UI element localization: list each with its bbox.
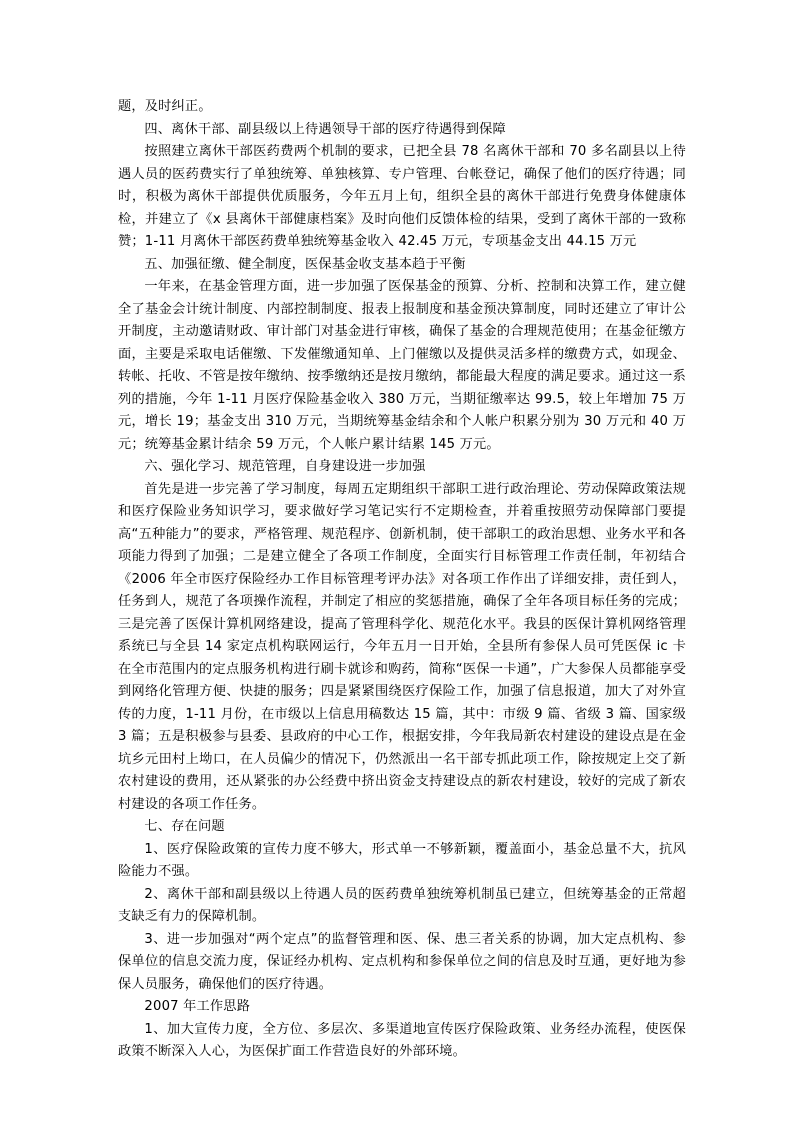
section-heading-2007-plan: 2007 年工作思路 — [144, 999, 251, 1014]
section-heading-7: 七、存在问题 — [144, 819, 225, 834]
paragraph-fund-management: 一年来，在基金管理方面，进一步加强了医保基金的预算、分析、控制和决算工作，建立健全了基金会计统计制度、内部控制制度、报表上报制度和基金预决算制度，同时还建立了审计公开制度，主动邀请财政、审计部门对基金进行审核，确保了基金的合理规范使用；在基金征缴方面，主要是采取电话催缴、下发催缴通知单、上门催缴以及提供灵活多样的缴费方式，如现金、转帐、托收、不管是按年缴纳、按季缴纳还是按月缴纳，都能最大程度的满足要求。通过这一系列的措施，今年 1-11 月医疗保险基金收入 380 万元，当期征缴率达 99.5，较上年增加 75 万元，增长 19；基金支出 310 万元，当期统筹基金结余和个人帐户积累分别为 30 万元和 40 万元；统筹基金累计结余 59 万元，个人帐户累计结累 145 万元。 — [118, 279, 686, 452]
paragraph-retired-cadres: 按照建立离休干部医药费两个机制的要求，已把全县 78 名离休干部和 70 多名副县以上待遇人员的医药费实行了单独统筹、单独核算、专户管理、台帐登记，确保了他们的医疗待遇；同时，积极为离休干部提供优质服务，今年五月上旬，组织全县的离休干部进行免费身体健康体检，并建立了《x 县离休干部健康档案》及时向他们反馈体检的结果，受到了离休干部的一致称赞；1-11 月离休干部医药费单独统筹基金收入 42.45 万元，专项基金支出 44.15 万元 — [118, 144, 686, 249]
section-heading-5: 五、加强征缴、健全制度，医保基金收支基本趋于平衡 — [144, 256, 466, 272]
section-heading-4: 四、离休干部、副县级以上待遇领导干部的医疗待遇得到保障 — [144, 121, 506, 137]
problem-item-3: 3、进一步加强对“两个定点”的监督管理和医、保、患三者关系的协调，加大定点机构、参保单位的信息交流力度，保证经办机构、定点机构和参保单位之间的信息及时互通，更好地为参保人员服务，确保他们的医疗待遇。 — [118, 931, 686, 992]
problem-item-2: 2、离休干部和副县级以上待遇人员的医药费单独统筹机制虽已建立，但统筹基金的正常超支缺乏有力的保障机制。 — [118, 886, 686, 924]
plan-item-1: 1、加大宣传力度，全方位、多层次、多渠道地宣传医疗保险政策、业务经办流程，使医保政策不断深入人心，为医保扩面工作营造良好的外部环境。 — [118, 1021, 686, 1059]
paragraph-self-construction: 首先是进一步完善了学习制度，每周五定期组织干部职工进行政治理论、劳动保障政策法规和医疗保险业务知识学习，要求做好学习笔记实行不定期检查，并着重按照劳动保障部门要提高“五种能力”的要求，严格管理、规范程序、创新机制，使干部职工的政治思想、业务水平和各项能力得到了加强；二是建立健全了各项工作制度，全面实行目标管理工作责任制，年初结合《2006 年全市医疗保险经办工作目标管理考评办法》对各项工作作出了详细安排，责任到人，任务到人，规范了各项操作流程，并制定了相应的奖惩措施，确保了全年各项目标任务的完成；三是完善了医保计算机网络建设，提高了管理科学化、规范化水平。我县的医保计算机网络管理系统已与全县 14 家定点机构联网运行，今年五月一日开始，全县所有参保人员可凭医保 ic 卡在全市范围内的定点服务机构进行刷卡就诊和购药，简称“医保一卡通”，广大参保人员都能享受到网络化管理方便、快捷的服务；四是紧紧围绕医疗保险工作，加强了信息报道，加大了对外宣传的力度，1-11 月份，在市级以上信息用稿数达 15 篇，其中：市级 9 篇、省级 3 篇、国家级 3 篇；五是积极参与县委、县政府的中心工作，根据安排，今年我局新农村建设的建设点是在金坑乡元田村上坳口，在人员偏少的情况下，仍然派出一名干部专抓此项工作，除按规定上交了新农村建设的费用，还从紧张的办公经费中挤出资金支持建设点的新农村建设，较好的完成了新农村建设的各项工作任务。 — [118, 481, 686, 812]
section-heading-6: 六、强化学习、规范管理，自身建设进一步加强 — [144, 459, 426, 474]
paragraph-continuation: 题，及时纠正。 — [118, 99, 212, 114]
problem-item-1: 1、医疗保险政策的宣传力度不够大，形式单一不够新颖，覆盖面小，基金总量不大，抗风险能力不强。 — [118, 841, 686, 879]
document-page — [118, 96, 686, 1064]
